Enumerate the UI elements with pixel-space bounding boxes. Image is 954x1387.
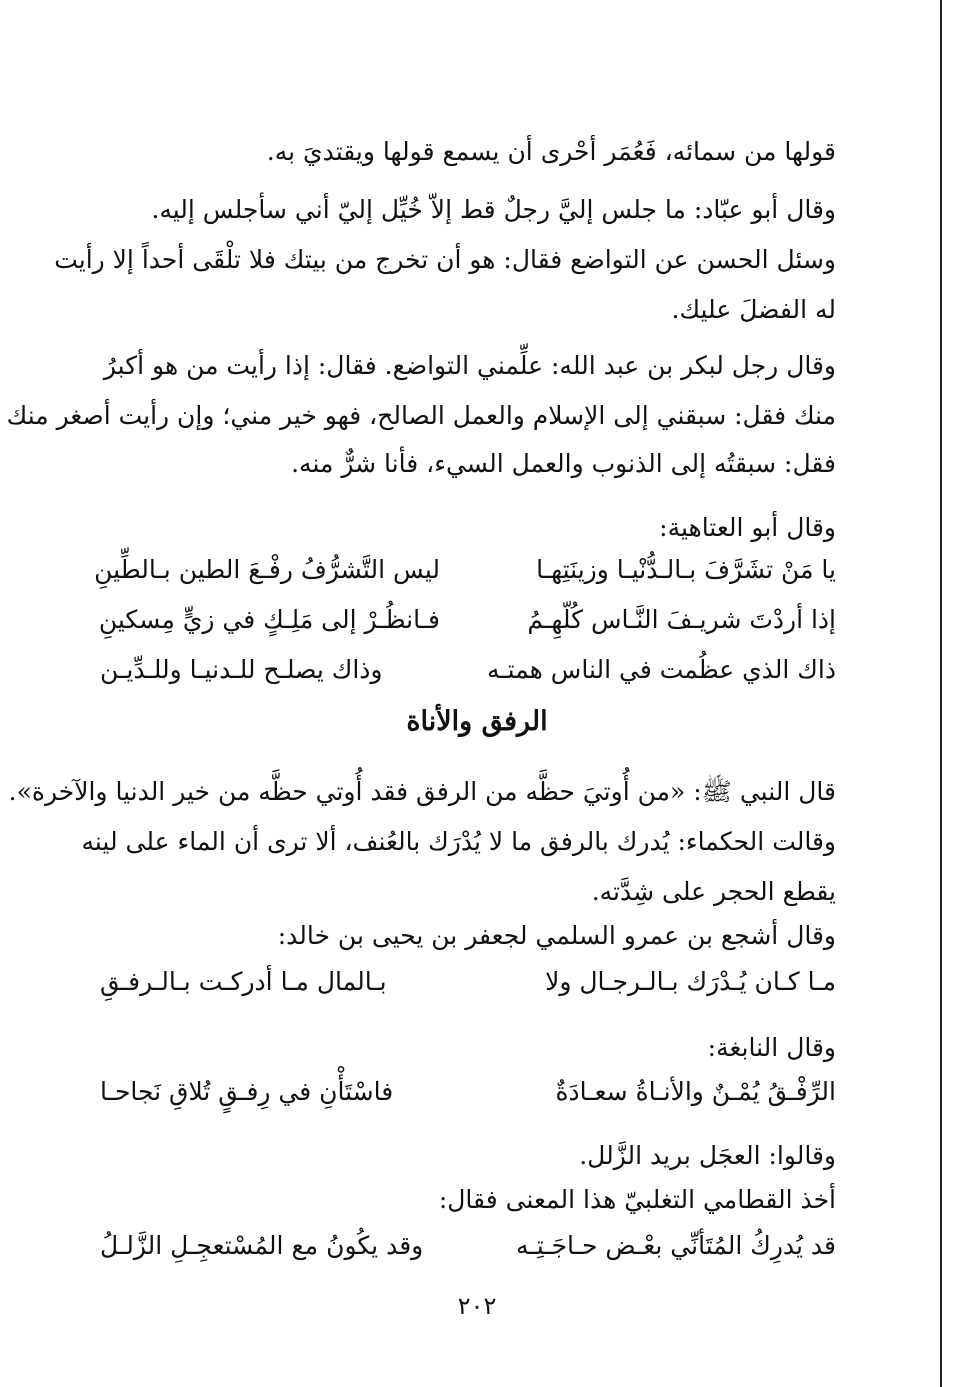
text-line: وقالوا: العجَل بريد الزَّلل.	[579, 1141, 836, 1170]
text-line: وقال رجل لبكر بن عبد الله: علِّمني التواضع. فقال: إذا رأيت من هو أكبرُ	[103, 351, 836, 380]
text-line: وقالت الحكماء: يُدرك بالرفق ما لا يُدْرَك بالعُنف، ألا ترى أن الماء على لينه	[81, 827, 836, 856]
text-line: منك فقل: سبقني إلى الإسلام والعمل الصالح، فهو خير مني؛ وإن رأيت أصغر منك	[6, 401, 836, 430]
poem-intro: وقال أبو العتاهية:	[659, 513, 836, 542]
verse-second-hemistich: بـالمال مـا أدركـت بـالـرفـقِ	[100, 967, 387, 996]
poem-intro: أخذ القطامي التغلبيّ هذا المعنى فقال:	[438, 1185, 836, 1214]
verse-first-hemistich: يا مَنْ تشَرَّفَ بـالـدُّنْيـا وزينَتِهـا	[536, 555, 836, 584]
page-number: ٢٠٢	[457, 1292, 497, 1320]
text-line: وقال أبو عبّاد: ما جلس إليَّ رجلٌ قط إلاّ خُيِّل إليّ أني سأجلس إليه.	[151, 195, 836, 224]
text-line: قال النبي ﷺ: «من أُوتيَ حظَّه من الرفق فقد أُوتي حظَّه من خير الدنيا والآخرة».	[8, 777, 836, 806]
verse-first-hemistich: مـا كـان يُـدْرَك بـالـرجـال ولا	[545, 967, 836, 996]
verse-second-hemistich: فـانظُـرْ إلى مَلِـكٍ في زيٍّ مِسكينِ	[98, 605, 440, 634]
verse-first-hemistich: إذا أردْتَ شريـفَ النَّـاس كُلّهِـمُ	[527, 605, 836, 634]
verse-first-hemistich: الرِّفْـقُ يُمْـنٌ والأنـاةُ سعـادَةٌ	[555, 1077, 836, 1106]
text-line: له الفضلَ عليك.	[671, 295, 836, 324]
page-edge-rule	[940, 0, 942, 1387]
section-heading: الرفق والأناة	[406, 706, 548, 737]
text-line: وسئل الحسن عن التواضع فقال: هو أن تخرج من بيتك فلا تلْقَى أحداً إلا رأيت	[54, 245, 836, 274]
verse-first-hemistich: ذاك الذي عظُمت في الناس همتـه	[486, 655, 836, 684]
text-line: يقطع الحجر على شِدَّته.	[591, 877, 836, 906]
verse-second-hemistich: وذاك يصلـح للـدنيـا وللـدِّيـن	[100, 655, 383, 684]
text-line: قولها من سمائه، فَعُمَر أحْرى أن يسمع قولها ويقتديَ به.	[266, 137, 836, 166]
poem-intro: وقال النابغة:	[707, 1033, 836, 1062]
verse-second-hemistich: ليس التَّشرُّفُ رفْـعَ الطين بـالطِّينِ	[94, 555, 440, 584]
text-line: فقل: سبقتُه إلى الذنوب والعمل السيء، فأنا شرٌّ منه.	[291, 449, 836, 478]
poem-intro: وقال أشجع بن عمرو السلمي لجعفر بن يحيى بن خالد:	[277, 921, 836, 950]
verse-second-hemistich: وقد يكُونُ مع المُسْتعجِـلِ الزَّلـلُ	[100, 1231, 424, 1260]
verse-first-hemistich: قد يُدرِكُ المُتَأنِّي بعْـض حـاجَـتِـه	[515, 1231, 836, 1260]
verse-second-hemistich: فاسْتَأْنِ في رِفـقٍ تُلاقِ نَجاحـا	[100, 1077, 394, 1106]
